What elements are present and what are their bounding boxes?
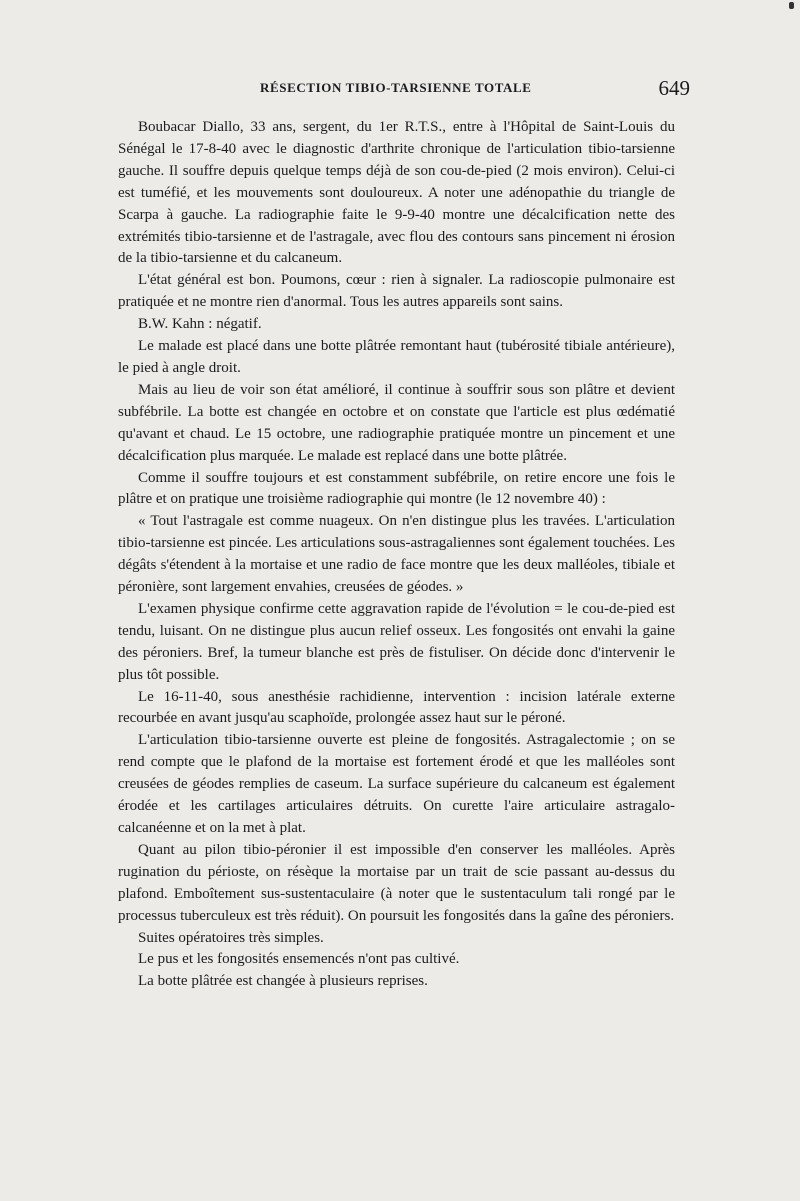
page-header <box>118 76 690 106</box>
body-text <box>118 117 675 993</box>
running-title: RÉSECTION TIBIO-TARSIENNE TOTALE <box>260 80 532 95</box>
paragraph: Mais au lieu de voir son état amélioré, il continue à souffrir sous son plâtre et devient subfébrile. La botte est changée en octobre et on constate que l'article est plus œdématié qu'avant et chaud. Le 15 octobre, une radiographie pratiquée montre un pincement et une décalcification plus marquée. Le malade est replacé dans une botte plâtrée. <box>118 381 675 464</box>
page-number: 649 <box>658 76 690 100</box>
paragraph: L'articulation tibio-tarsienne ouverte est pleine de fongosités. Astragalectomie ; on se rend compte que le plafond de la mortaise est fortement érodé et que les malléoles sont creusées de géodes remplies de caseum. La surface supérieure du calcaneum est également érodée et les cartilages articulaires détruits. On curette l'aire articulaire astragalo-calcanéenne et on la met à plat. <box>118 732 675 836</box>
paragraph: Comme il souffre toujours et est constamment subfébrile, on retire encore une fois le plâtre et on pratique une troisième radiographie qui montre (le 12 novembre 40) : <box>118 469 675 508</box>
paragraph: Quant au pilon tibio-péronier il est impossible d'en conserver les malléoles. Après rugination du périoste, on résèque la mortaise par un trait de scie passant au-dessus du plafond. Emboîtement sus-sustentaculaire (à noter que le sustentaculum tali rongé par le processus tuberculeux est très réduit). On poursuit les fongosités dans la gaîne des péroniers. <box>118 841 675 924</box>
paragraph: Le malade est placé dans une botte plâtrée remontant haut (tubérosité tibiale antérieure), le pied à angle droit. <box>118 338 675 376</box>
paragraph: L'état général est bon. Poumons, cœur : rien à signaler. La radioscopie pulmonaire est pratiquée et ne montre rien d'anormal. Tous les autres appareils sont sains. <box>118 272 675 311</box>
paragraph: Boubacar Diallo, 33 ans, sergent, du 1er R.T.S., entre à l'Hôpital de Saint-Louis du Sénégal le 17-8-40 avec le diagnostic d'arthrite chronique de l'articulation tibio-tarsienne gauche. Il souffre depuis quelque temps déjà de son cou-de-pied (2 mois environ). Celui-ci est tuméfié, et les mouvements sont douloureux. A noter une adénopathie du triangle de Scarpa à gauche. La radiographie faite le 9-9-40 montre une décalcification nette des extrémités tibio-tarsienne et de l'astragale, avec flou des contours sans pincement ni érosion de la tibio-tarsienne et du calcaneum. <box>118 119 675 267</box>
paragraph: « Tout l'astragale est comme nuageux. On n'en distingue plus les travées. L'articulation tibio-tarsienne est pincée. Les articulations sous-astragaliennes sont également touchées. Les dégâts s'étendent à la mortaise et une radio de face montre que les deux malléoles, tibiale et péronière, sont largement envahies, creusées de géodes. » <box>118 513 675 596</box>
paragraph: B.W. Kahn : négatif. <box>138 316 262 333</box>
paragraph: L'examen physique confirme cette aggravation rapide de l'évolution = le cou-de-pied est tendu, luisant. On ne distingue plus aucun relief osseux. Les fongosités ont envahi la gaine des péroniers. Bref, la tumeur blanche est près de fistuliser. On décide donc d'intervenir le plus tôt possible. <box>118 600 675 683</box>
paragraph: Le pus et les fongosités ensemencés n'ont pas cultivé. <box>138 951 460 968</box>
scan-mark <box>789 2 794 9</box>
paragraph: Le 16-11-40, sous anesthésie rachidienne, intervention : incision latérale externe recourbée en avant jusqu'au scaphoïde, prolongée assez haut sur le péroné. <box>118 688 675 727</box>
paragraph: La botte plâtrée est changée à plusieurs reprises. <box>138 973 428 990</box>
paragraph: Suites opératoires très simples. <box>138 929 324 946</box>
